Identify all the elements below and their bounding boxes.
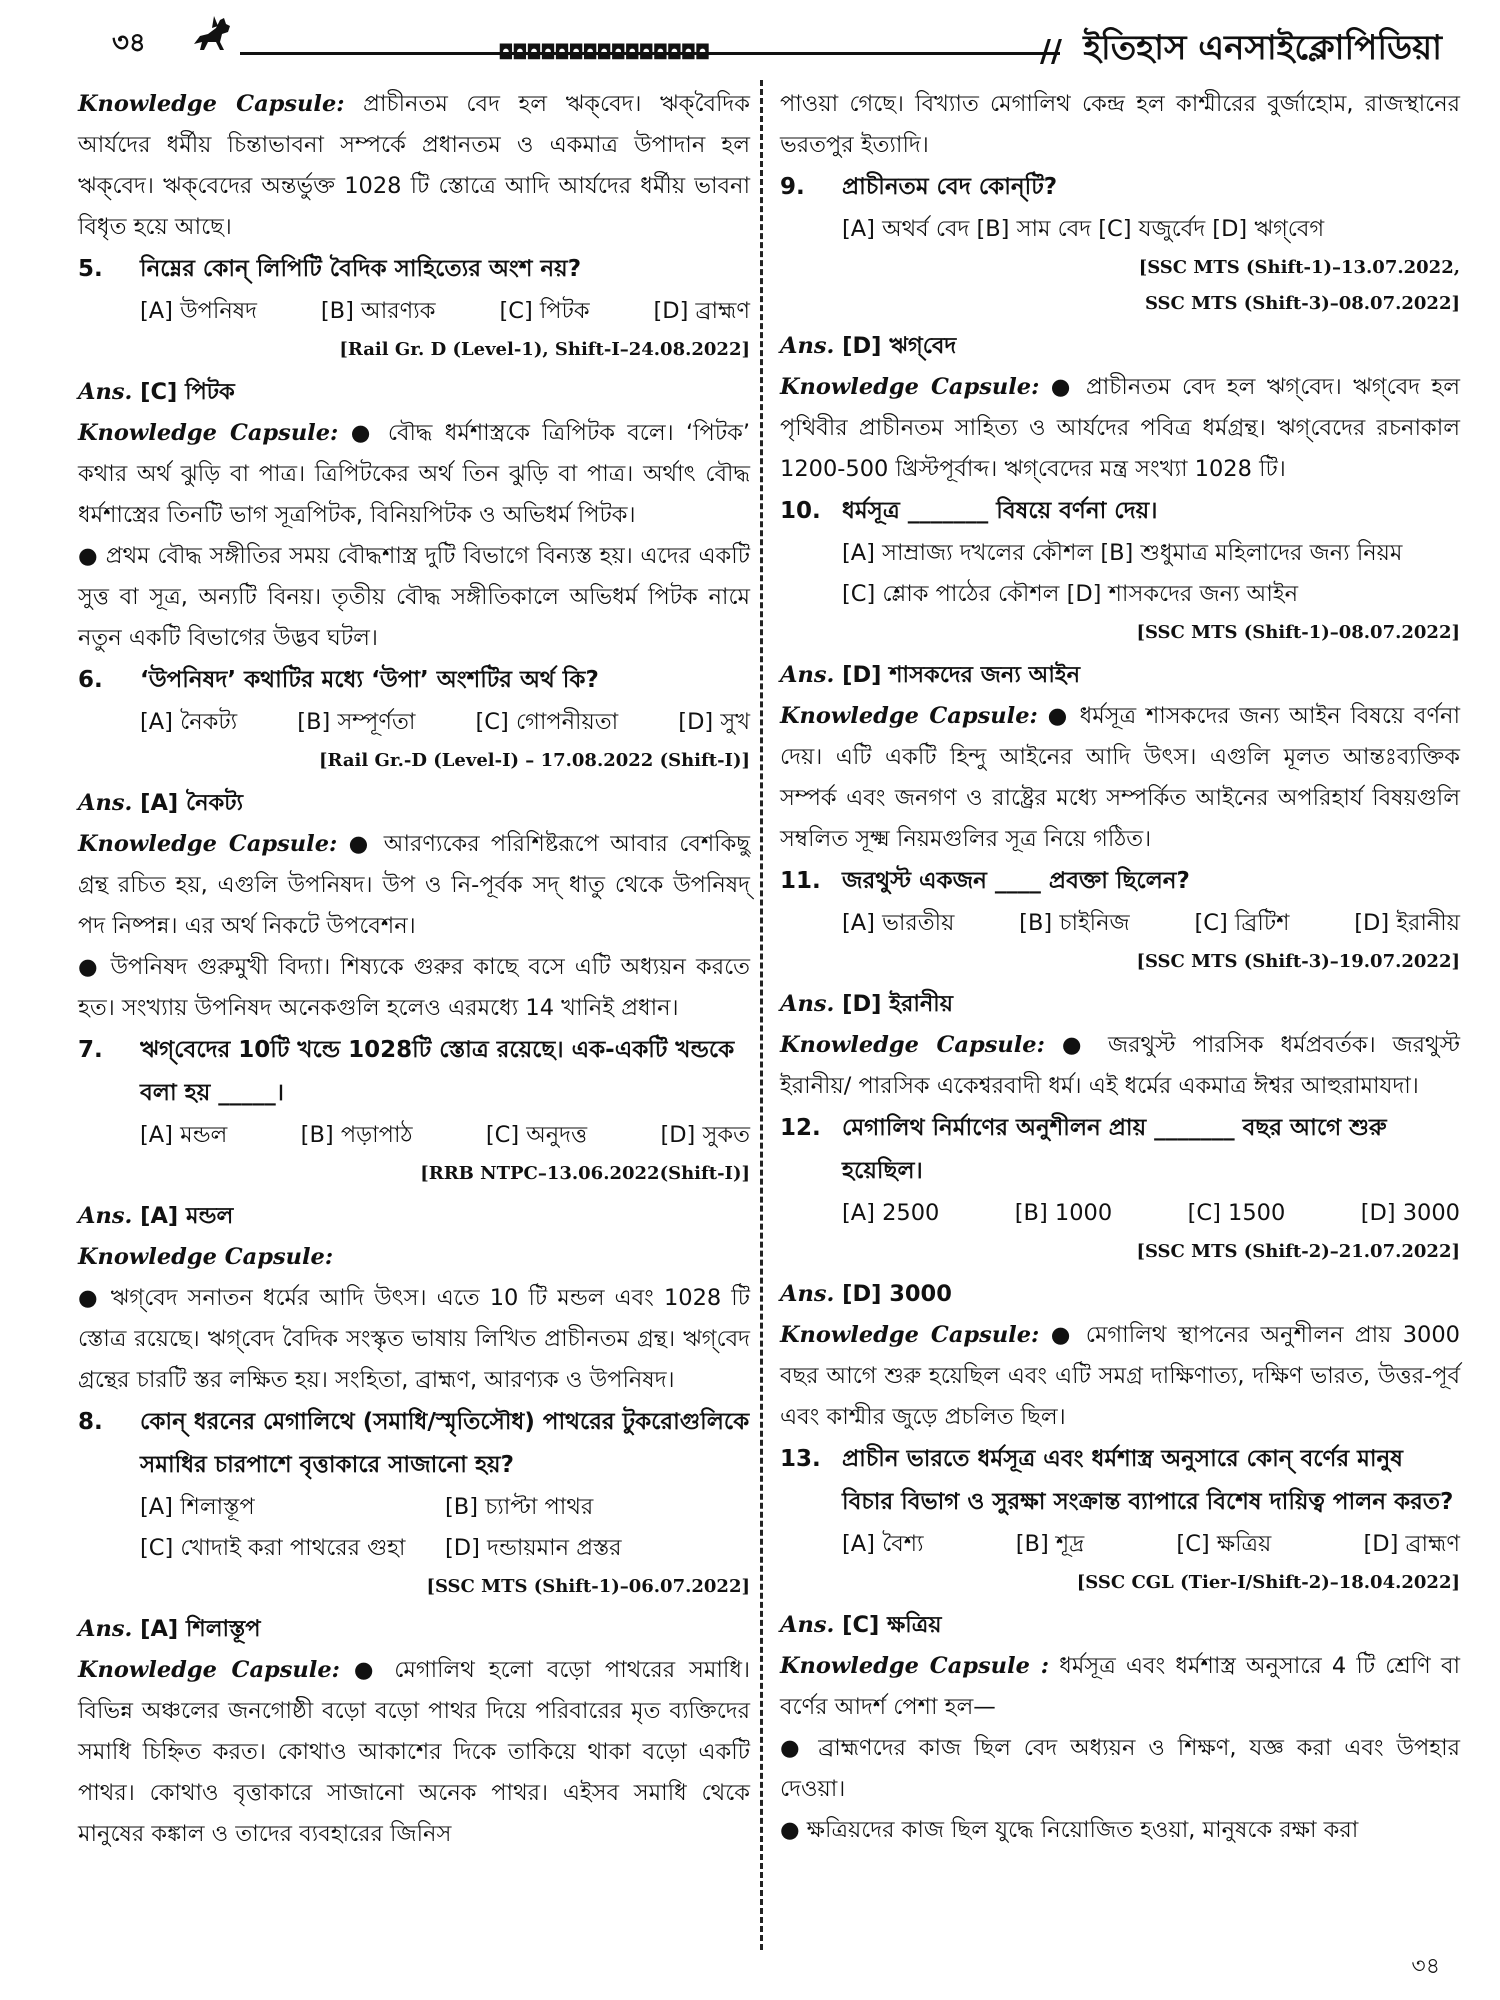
options bbox=[780, 1193, 1460, 1234]
kc-label: Knowledge Capsule: bbox=[78, 1657, 340, 1683]
capsule-text: ● উপনিষদ গুরুমুখী বিদ্যা। শিষ্যকে গুরুর কাছে বসে এটি অধ্যয়ন করতে হত। সংখ্যায় উপনিষদ অনেকগুলি হলেও এরমধ্যে 14 খানিই প্রধান। bbox=[78, 954, 750, 1021]
ans-label: Ans. bbox=[780, 1612, 835, 1638]
capsule-text: ● মেগালিথ হলো বড়ো পাথরের সমাধি। বিভিন্ন অঞ্চলের জনগোষ্ঠী বড়ো বড়ো পাথর দিয়ে পরিবারের মৃত ব্যক্তিদের সমাধি চিহ্নিত করত। কোথাও আকাশের দিকে তাকিয়ে থাকা বড়ো একটি পাথর। কোথাও বৃত্তাকারে সাজানো অনেক পাথর। এইসব সমাধি থেকে মানুষের কঙ্কাল ও তাদের ব্যবহারের জিনিস bbox=[78, 1657, 750, 1847]
knowledge-capsule bbox=[78, 824, 750, 947]
question-text: প্রাচীন ভারতে ধর্মসূত্র এবং ধর্মশাস্ত্র অনুসারে কোন্ বর্ণের মানুষ বিচার বিভাগ ও সুরক্ষা সংক্রান্ত ব্যাপারে বিশেষ দায়িত্ব পালন করত? bbox=[842, 1446, 1454, 1515]
kc-label: Knowledge Capsule: bbox=[78, 1244, 334, 1270]
capsule-text: ● আরণ্যকের পরিশিষ্টরূপে আবার বেশকিছু গ্রন্থ রচিত হয়, এগুলি উপনিষদ। উপ ও নি-পূর্বক সদ্ ধাতু থেকে উপনিষদ্ পদ নিষ্পন্ন। এর অর্থ নিকটে উপবেশন। bbox=[78, 831, 750, 939]
option-b: [B] 1000 bbox=[1014, 1200, 1113, 1226]
ans-label: Ans. bbox=[78, 379, 133, 405]
exam-source: [RRB NTPC–13.06.2022(Shift-I)] bbox=[420, 1163, 750, 1184]
left-column bbox=[78, 84, 750, 1855]
ans-label: Ans. bbox=[78, 1616, 133, 1642]
kc-label: Knowledge Capsule: bbox=[78, 91, 345, 117]
option-a: [A] নৈকট্য bbox=[140, 709, 238, 735]
answer bbox=[780, 1274, 1460, 1315]
option-c: [C] ক্ষত্রিয় bbox=[1176, 1531, 1272, 1557]
options-line: [C] শ্লোক পাঠের কৌশল [D] শাসকদের জন্য আইন bbox=[842, 581, 1299, 607]
option-b: [B] সম্পূর্ণতা bbox=[297, 709, 416, 735]
question-number: 11. bbox=[780, 868, 821, 894]
option-a: [A] বৈশ্য bbox=[842, 1531, 924, 1557]
answer bbox=[780, 984, 1460, 1025]
capsule-text: ● ব্রাহ্মণদের কাজ ছিল বেদ অধ্যয়ন ও শিক্ষণ, যজ্ঞ করা এবং উপহার দেওয়া। bbox=[780, 1735, 1460, 1802]
options bbox=[780, 533, 1460, 574]
capsule-text: ● বৌদ্ধ ধর্মশাস্ত্রকে ত্রিপিটক বলে। ‘পিটক’ কথার অর্থ ঝুড়ি বা পাত্র। ত্রিপিটকের অর্থ তিন ঝুড়ি বা পাত্র। অর্থাৎ বৌদ্ধ ধর্মশাস্ত্রের তিনটি ভাগ সূত্রপিটক, বিনিয়পিটক ও অভিধর্ম পিটক। bbox=[78, 420, 750, 528]
capsule-text: ● ধর্মসূত্র শাসকদের জন্য আইন বিষয়ে বর্ণনা দেয়। এটি একটি হিন্দু আইনের আদি উৎস। এগুলি মূলত আন্তঃব্যক্তিক সম্পর্ক এবং জনগণ ও রাষ্ট্রের মধ্যে সম্পর্কিত আইনের অপরিহার্য বিষয়গুলি সম্বলিত সূক্ষ্ম নিয়মগুলির সূত্র নিয়ে গঠিত। bbox=[780, 703, 1461, 852]
continued-capsule bbox=[78, 84, 750, 248]
options bbox=[780, 209, 1460, 250]
kc-label: Knowledge Capsule: bbox=[780, 1322, 1040, 1348]
continued-capsule: পাওয়া গেছে। বিখ্যাত মেগালিথ কেন্দ্র হল কাশ্মীরের বুর্জাহোম, রাজস্থানের ভরতপুর ইত্যাদি। bbox=[780, 91, 1460, 158]
answer-text: [D] ইরানীয় bbox=[842, 991, 953, 1017]
option-c: [C] ব্রিটিশ bbox=[1194, 910, 1290, 936]
option-a: [A] শিলাস্তূপ bbox=[140, 1494, 255, 1520]
answer-text: [A] শিলাস্তূপ bbox=[140, 1616, 261, 1642]
exam-source: [Rail Gr. D (Level-1), Shift-I–24.08.2022] bbox=[339, 339, 750, 360]
capsule-text: প্রাচীনতম বেদ হল ঋক্‌বেদ। ঋক্‌বৈদিক আর্যদের ধর্মীয় চিন্তাভাবনা সম্পর্কে প্রধানতম ও একমাত্র উপাদান হল ঋক্‌বেদ। ঋক্‌বেদের অন্তর্ভুক্ত 1028 টি স্তোত্রে আদি আর্যদের ধর্মীয় ভাবনা বিধৃত হয়ে আছে। bbox=[78, 91, 750, 240]
question-text: মেগালিথ নির্মাণের অনুশীলন প্রায় _______ বছর আগে শুরু হয়েছিল। bbox=[842, 1115, 1387, 1184]
knowledge-capsule bbox=[780, 696, 1460, 860]
question-11 bbox=[780, 860, 1460, 903]
right-column bbox=[780, 84, 1460, 1851]
capsule-text: ● ঋগ্‌বেদ সনাতন ধর্মের আদি উৎস। এতে 10 টি মন্ডল এবং 1028 টি স্তোত্র রয়েছে। ঋগ্‌বেদ বৈদিক সংস্কৃত ভাষায় লিখিত প্রাচীনতম গ্রন্থ। ঋগ্‌বেদ গ্রন্থের চারটি স্তর লক্ষিত হয়। সংহিতা, ব্রাহ্মণ, আরণ্যক ও উপনিষদ। bbox=[78, 1285, 750, 1393]
question-number: 8. bbox=[78, 1409, 103, 1435]
option-b: [B] শূদ্র bbox=[1015, 1531, 1085, 1557]
exam-source: SSC MTS (Shift-3)–08.07.2022] bbox=[1144, 293, 1460, 314]
options bbox=[78, 1115, 750, 1156]
option-b: [B] চ্যাপ্টা পাথর bbox=[445, 1494, 594, 1520]
ans-label: Ans. bbox=[780, 662, 835, 688]
column-divider bbox=[760, 80, 763, 1950]
exam-source: [SSC MTS (Shift-1)–08.07.2022] bbox=[1136, 622, 1460, 643]
book-title: ইতিহাস এনসাইক্লোপিডিয়া bbox=[1083, 28, 1442, 68]
ans-label: Ans. bbox=[780, 1281, 835, 1307]
question-number: 9. bbox=[780, 174, 805, 200]
answer-text: [D] ঋগ্‌বেদ bbox=[842, 333, 957, 359]
answer-text: [C] ক্ষত্রিয় bbox=[842, 1612, 942, 1638]
ans-label: Ans. bbox=[780, 333, 835, 359]
exam-source: [SSC MTS (Shift-2)–21.07.2022] bbox=[1136, 1241, 1460, 1262]
question-8 bbox=[78, 1401, 750, 1487]
question-5 bbox=[78, 248, 750, 291]
answer-text: [D] শাসকদের জন্য আইন bbox=[842, 662, 1081, 688]
kc-label: Knowledge Capsule: bbox=[78, 420, 339, 446]
question-text: ঋগ্‌বেদের 10টি খন্ডে 1028টি স্তোত্র রয়েছে। এক-একটি খন্ডকে বলা হয় _____। bbox=[140, 1037, 735, 1106]
answer bbox=[780, 1605, 1460, 1646]
knowledge-capsule bbox=[780, 367, 1460, 490]
kc-label: Knowledge Capsule: bbox=[780, 374, 1040, 400]
option-b: [B] আরণ্যক bbox=[320, 298, 436, 324]
options bbox=[78, 291, 750, 332]
options bbox=[780, 1524, 1460, 1565]
option-c: [C] গোপনীয়তা bbox=[475, 709, 619, 735]
capsule-text: ● প্রথম বৌদ্ধ সঙ্গীতির সময় বৌদ্ধশাস্ত্র দুটি বিভাগে বিন্যস্ত হয়। এদের একটি সুত্ত বা সূত্র, অন্যটি বিনয়। তৃতীয় বৌদ্ধ সঙ্গীতিকালে অভিধর্ম পিটক নামে নতুন একটি বিভাগের উদ্ভব ঘটল। bbox=[78, 543, 750, 651]
question-9 bbox=[780, 166, 1460, 209]
answer-text: [A] নৈকট্য bbox=[140, 790, 244, 816]
ans-label: Ans. bbox=[780, 991, 835, 1017]
answer bbox=[78, 1609, 750, 1650]
capsule-text: ● মেগালিথ স্থাপনের অনুশীলন প্রায় 3000 বছর আগে শুরু হয়েছিল এবং এটি সমগ্র দাক্ষিণাত্য, দক্ষিণ ভারত, উত্তর-পূর্ব এবং কাশ্মীর জুড়ে প্রচলিত ছিল। bbox=[780, 1322, 1460, 1430]
exam-source: [SSC MTS (Shift-1)–06.07.2022] bbox=[426, 1576, 750, 1597]
kc-label: Knowledge Capsule: bbox=[78, 831, 338, 857]
knowledge-capsule bbox=[780, 1315, 1460, 1438]
option-b: [B] চাইনিজ bbox=[1019, 910, 1130, 936]
exam-source: [SSC MTS (Shift-3)–19.07.2022] bbox=[1136, 951, 1460, 972]
header-ornament: ◘◘◘◘◘◘◘◘◘◘◘◘◘◘◘ bbox=[500, 40, 711, 64]
options-line: [A] অথর্ব বেদ [B] সাম বেদ [C] যজুর্বেদ [D] ঋগ্‌বেগ bbox=[842, 216, 1325, 242]
options bbox=[78, 702, 750, 743]
question-text: ধর্মসূত্র _______ বিষয়ে বর্ণনা দেয়। bbox=[842, 498, 1158, 524]
question-10 bbox=[780, 490, 1460, 533]
option-c: [C] অনুদত্ত bbox=[485, 1122, 588, 1148]
question-number: 7. bbox=[78, 1037, 103, 1063]
page-number-top: ৩৪ bbox=[112, 28, 146, 58]
question-number: 5. bbox=[78, 256, 103, 282]
question-text: ‘উপনিষদ’ কথাটির মধ্যে ‘উপা’ অংশটির অর্থ কি? bbox=[140, 667, 599, 693]
capsule-text: ধর্মসূত্র এবং ধর্মশাস্ত্র অনুসারে 4 টি শ্রেণি বা বর্ণের আদর্শ পেশা হল— bbox=[780, 1653, 1461, 1720]
page-header bbox=[0, 0, 1500, 78]
option-d: [D] দন্ডায়মান প্রস্তর bbox=[445, 1535, 622, 1561]
options bbox=[780, 903, 1460, 944]
knowledge-capsule bbox=[780, 1025, 1460, 1107]
option-a: [A] উপনিষদ bbox=[140, 298, 257, 324]
option-a: [A] ভারতীয় bbox=[842, 910, 955, 936]
answer bbox=[780, 326, 1460, 367]
question-13 bbox=[780, 1438, 1460, 1524]
option-c: [C] 1500 bbox=[1187, 1200, 1286, 1226]
kc-label: Knowledge Capsule : bbox=[780, 1653, 1050, 1679]
knowledge-capsule bbox=[78, 1650, 750, 1855]
question-number: 10. bbox=[780, 498, 821, 524]
ans-label: Ans. bbox=[78, 790, 133, 816]
ans-label: Ans. bbox=[78, 1203, 133, 1229]
option-b: [B] পড়াপাঠ bbox=[300, 1122, 413, 1148]
option-d: [D] সুকত bbox=[660, 1122, 750, 1148]
answer bbox=[78, 783, 750, 824]
options-line: [A] সাম্রাজ্য দখলের কৌশল [B] শুধুমাত্র মহিলাদের জন্য নিয়ম bbox=[842, 540, 1403, 566]
question-text: প্রাচীনতম বেদ কোন্‌টি? bbox=[842, 174, 1058, 200]
question-7 bbox=[78, 1029, 750, 1115]
capsule-text: ● প্রাচীনতম বেদ হল ঋগ্‌বেদ। ঋগ্‌বেদ হল পৃথিবীর প্রাচীনতম সাহিত্য ও আর্যদের পবিত্র ধর্মগ্রন্থ। ঋগ্‌বেদের রচনাকাল 1200-500 খ্রিস্টপূর্বাব্দ। ঋগ্‌বেদের মন্ত্র সংখ্যা 1028 টি। bbox=[780, 374, 1460, 482]
exam-source: [SSC MTS (Shift-1)–13.07.2022, bbox=[1138, 257, 1460, 278]
option-a: [A] 2500 bbox=[842, 1200, 940, 1226]
option-d: [D] ব্রাহ্মণ bbox=[1363, 1531, 1460, 1557]
question-number: 12. bbox=[780, 1115, 821, 1141]
kc-label: Knowledge Capsule: bbox=[780, 703, 1038, 729]
question-number: 13. bbox=[780, 1446, 821, 1472]
option-d: [D] ব্রাহ্মণ bbox=[653, 298, 750, 324]
option-c: [C] খোদাই করা পাথরের গুহা bbox=[140, 1535, 406, 1561]
answer-text: [D] 3000 bbox=[842, 1281, 952, 1307]
kc-label: Knowledge Capsule: bbox=[780, 1032, 1045, 1058]
header-slash: // bbox=[1040, 34, 1062, 69]
question-text: কোন্ ধরনের মেগালিথে (সমাধি/স্মৃতিসৌধ) পাথরের টুকরোগুলিকে সমাধির চারপাশে বৃত্তাকারে সাজানো হয়? bbox=[140, 1409, 750, 1478]
page-number-bottom: ৩৪ bbox=[1411, 1954, 1440, 1979]
capsule-text: ● ক্ষত্রিয়দের কাজ ছিল যুদ্ধে নিয়োজিত হওয়া, মানুষকে রক্ষা করা bbox=[780, 1817, 1359, 1843]
knowledge-capsule bbox=[780, 1646, 1460, 1728]
option-d: [D] 3000 bbox=[1360, 1200, 1460, 1226]
question-12 bbox=[780, 1107, 1460, 1193]
horse-rider-icon bbox=[190, 14, 236, 54]
options bbox=[780, 574, 1460, 615]
answer-text: [A] মন্ডল bbox=[140, 1203, 234, 1229]
exam-source: [SSC CGL (Tier-I/Shift-2)–18.04.2022] bbox=[1076, 1572, 1460, 1593]
answer bbox=[78, 1196, 750, 1237]
question-6 bbox=[78, 659, 750, 702]
option-d: [D] ইরানীয় bbox=[1354, 910, 1460, 936]
knowledge-capsule bbox=[78, 413, 750, 536]
exam-source: [Rail Gr.-D (Level-I) – 17.08.2022 (Shift-I)] bbox=[318, 750, 750, 771]
options bbox=[78, 1487, 750, 1569]
answer-text: [C] পিটক bbox=[140, 379, 235, 405]
answer bbox=[78, 372, 750, 413]
option-a: [A] মন্ডল bbox=[140, 1122, 228, 1148]
question-number: 6. bbox=[78, 667, 103, 693]
question-text: জরথুস্ট একজন ____ প্রবক্তা ছিলেন? bbox=[842, 868, 1190, 894]
option-c: [C] পিটক bbox=[499, 298, 590, 324]
option-d: [D] সুখ bbox=[678, 709, 750, 735]
capsule-text: ● জরথুস্ট পারসিক ধর্মপ্রবর্তক। জরথুস্ট ইরানীয়/ পারসিক একেশ্বরবাদী ধর্ম। এই ধর্মের একমাত্র ঈশ্বর আহুরামাযদা। bbox=[780, 1032, 1460, 1099]
question-text: নিম্নের কোন্ লিপিটি বৈদিক সাহিত্যের অংশ নয়? bbox=[140, 256, 582, 282]
answer bbox=[780, 655, 1460, 696]
